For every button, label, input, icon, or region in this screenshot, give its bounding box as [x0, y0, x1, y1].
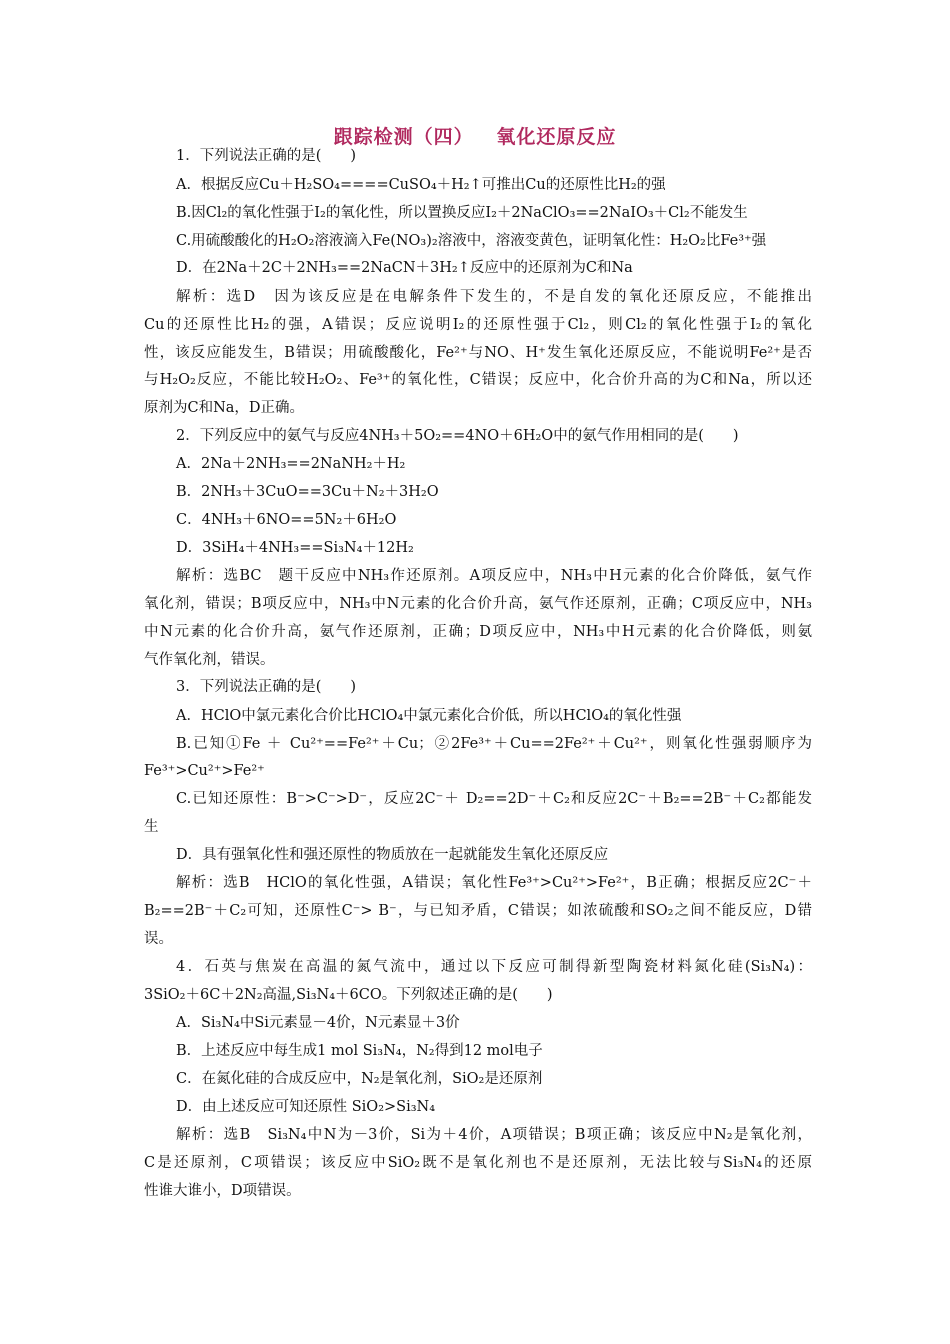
- text-line: 原剂为C和Na，D正确。: [144, 400, 305, 416]
- text-line: 中N元素的化合价升高，氨气作还原剂，正确；D项反应中，NH₃中H元素的化合价降低，则氨: [144, 624, 812, 640]
- text-line: A．HClO中氯元素化合价比HClO₄中氯元素化合价低，所以HClO₄的氧化性强: [176, 708, 682, 724]
- text-line: 1．下列说法正确的是( ): [176, 148, 357, 164]
- text-line: 性，该反应能发生，B错误；用硫酸酸化，Fe²⁺与NO、H⁺发生氧化还原反应，不能说明Fe²⁺是否: [144, 345, 812, 361]
- text-line: C.已知还原性：B⁻>C⁻>D⁻，反应2C⁻＋ D₂==2D⁻＋C₂和反应2C⁻＋B₂==2B⁻＋C₂都能发: [176, 791, 812, 807]
- text-line: B．2NH₃＋3CuO==3Cu＋N₂＋3H₂O: [176, 484, 439, 500]
- text-line: 4．石英与焦炭在高温的氮气流中，通过以下反应可制得新型陶瓷材料氮化硅(Si₃N₄)：: [176, 959, 812, 975]
- text-line: C.用硫酸酸化的H₂O₂溶液滴入Fe(NO₃)₂溶液中，溶液变黄色，证明氧化性：H₂O₂比Fe³⁺强: [176, 233, 767, 249]
- text-line: A．Si₃N₄中Si元素显－4价，N元素显＋3价: [176, 1015, 460, 1031]
- text-line: 气作氧化剂，错误。: [144, 652, 275, 668]
- text-line: Cu的还原性比H₂的强，A错误；反应说明I₂的还原性强于Cl₂，则Cl₂的氧化性强于I₂的氧化: [144, 317, 812, 333]
- text-line: 氧化剂，错误；B项反应中，NH₃中N元素的化合价升高，氨气作还原剂，正确；C项反应中，NH₃: [144, 596, 812, 612]
- text-line: 与H₂O₂反应，不能比较H₂O₂、Fe³⁺的氧化性，C错误；反应中，化合价升高的为C和Na，所以还: [144, 372, 812, 388]
- text-line: B.已知①Fe ＋ Cu²⁺==Fe²⁺＋Cu；②2Fe³⁺＋Cu==2Fe²⁺＋Cu²⁺，则氧化性强弱顺序为: [176, 736, 812, 752]
- text-line: Fe³⁺>Cu²⁺>Fe²⁺: [144, 763, 265, 779]
- text-line: C．在氮化硅的合成反应中，N₂是氧化剂，SiO₂是还原剂: [176, 1071, 543, 1087]
- text-line: 2．下列反应中的氨气与反应4NH₃＋5O₂==4NO＋6H₂O中的氨气作用相同的是( ): [176, 428, 739, 444]
- text-line: D．具有强氧化性和强还原性的物质放在一起就能发生氧化还原反应: [176, 847, 609, 863]
- text-line: A．根据反应Cu＋H₂SO₄====CuSO₄＋H₂↑可推出Cu的还原性比H₂的强: [176, 177, 666, 193]
- text-line: B．上述反应中每生成1 mol Si₃N₄，N₂得到12 mol电子: [176, 1043, 543, 1059]
- text-line: 解析：选B HClO的氧化性强，A错误；氧化性Fe³⁺>Cu²⁺>Fe²⁺，B正确；根据反应2C⁻＋: [176, 875, 812, 891]
- text-line: 解析：选B Si₃N₄中N为－3价，Si为＋4价，A项错误；B项正确；该反应中N₂是氧化剂，: [176, 1127, 812, 1143]
- text-line: 解析：选BC 题干反应中NH₃作还原剂。A项反应中，NH₃中H元素的化合价降低，氨气作: [176, 568, 812, 584]
- text-line: A．2Na＋2NH₃==2NaNH₂＋H₂: [176, 456, 406, 472]
- text-line: 3SiO₂＋6C＋2N₂高温,Si₃N₄＋6CO。下列叙述正确的是( ): [144, 987, 553, 1003]
- text-line: 解析：选D 因为该反应是在电解条件下发生的，不是自发的氧化还原反应，不能推出: [176, 289, 812, 305]
- text-line: B.因Cl₂的氧化性强于I₂的氧化性，所以置换反应I₂＋2NaClO₃==2NaIO₃＋Cl₂不能发生: [176, 205, 748, 221]
- text-line: C是还原剂，C项错误；该反应中SiO₂既不是氧化剂也不是还原剂，无法比较与Si₃N₄的还原: [144, 1155, 812, 1171]
- page-title: 跟踪检测（四） 氧化还原反应: [333, 126, 617, 148]
- text-line: 性谁大谁小，D项错误。: [144, 1183, 301, 1199]
- text-line: D．3SiH₄＋4NH₃==Si₃N₄＋12H₂: [176, 540, 414, 556]
- text-line: C．4NH₃＋6NO==5N₂＋6H₂O: [176, 512, 397, 528]
- text-line: D．在2Na＋2C＋2NH₃==2NaCN＋3H₂↑反应中的还原剂为C和Na: [176, 260, 633, 276]
- text-line: D．由上述反应可知还原性 SiO₂>Si₃N₄: [176, 1099, 436, 1115]
- text-line: B₂==2B⁻＋C₂可知，还原性C⁻> B⁻，与已知矛盾，C错误；如浓硫酸和SO₂之间不能反应，D错: [144, 903, 812, 919]
- text-line: 生: [144, 819, 159, 835]
- text-line: 3．下列说法正确的是( ): [176, 679, 357, 695]
- text-line: 误。: [144, 931, 173, 947]
